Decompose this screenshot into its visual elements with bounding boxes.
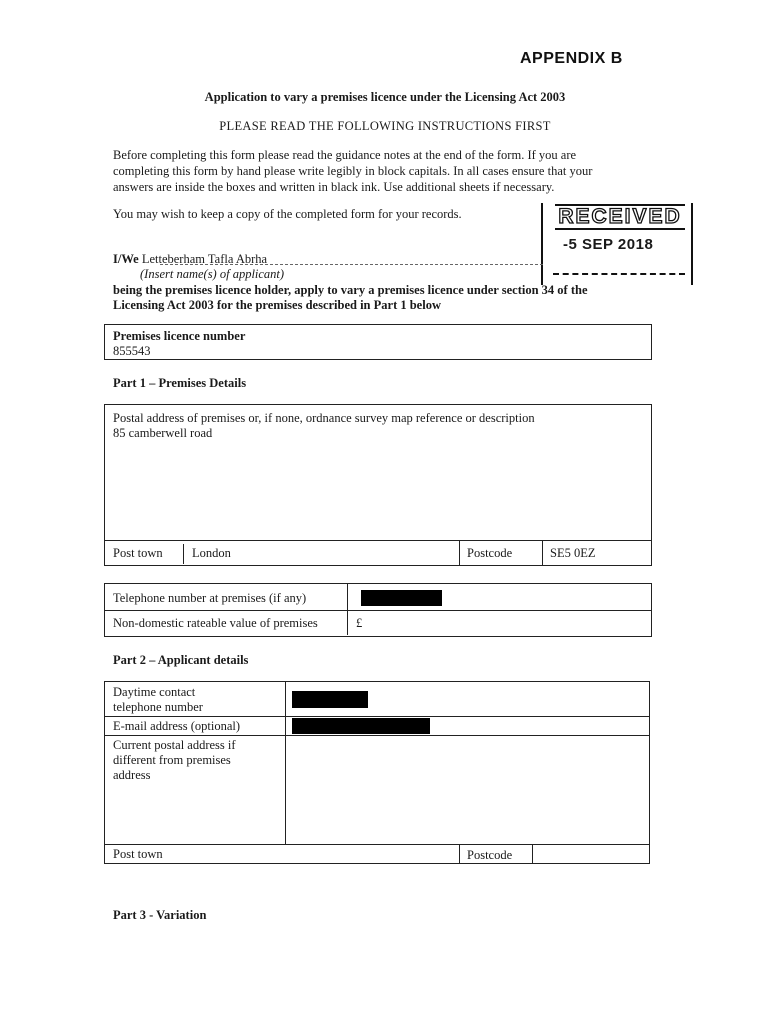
appendix-label: APPENDIX B (520, 50, 623, 67)
applicant-details-box (104, 681, 650, 864)
rateable-value[interactable]: £ (356, 616, 363, 630)
applicant-post-town-label: Post town (113, 847, 163, 861)
instructions-line: answers are inside the boxes and written in black ink. Use additional sheets if necessary. (113, 180, 555, 194)
applicant-hint: (Insert name(s) of applicant) (140, 267, 285, 281)
stamp-label: RECEIVED (555, 204, 685, 230)
licence-number-label: Premises licence number (113, 329, 246, 343)
stamp-date: -5 SEP 2018 (563, 236, 654, 253)
email-label: E-mail address (optional) (113, 719, 241, 733)
post-town-value[interactable]: London (192, 546, 231, 560)
applicant-postcode-right-divider (532, 844, 533, 863)
form-title: Application to vary a premises licence under the Licensing Act 2003 (204, 90, 566, 104)
part3-heading: Part 3 - Variation (113, 908, 207, 922)
statement-line: being the premises licence holder, apply to vary a premises licence under section 34 of the (113, 283, 588, 297)
stamp-divider (553, 273, 685, 275)
postcode-label: Postcode (467, 546, 513, 560)
instructions-line: Before completing this form please read the guidance notes at the end of the form. If you are (113, 148, 577, 162)
applicant-name[interactable]: Letteberham Tafla Abrha (141, 252, 268, 266)
applicant-row-divider (105, 735, 649, 736)
current-address-line: address (113, 768, 151, 782)
current-address-line: Current postal address if (113, 738, 236, 752)
current-address-label (113, 738, 236, 783)
instructions-text (113, 147, 643, 195)
received-stamp (541, 203, 693, 285)
post-town-label: Post town (113, 546, 163, 560)
current-address-line: different from premises (113, 753, 231, 767)
statement-line: Licensing Act 2003 for the premises described in Part 1 below (113, 298, 441, 312)
applicant-column-divider (285, 682, 286, 844)
redacted-email (292, 718, 430, 734)
premises-address-label: Postal address of premises or, if none, ordnance survey map reference or description (113, 411, 535, 425)
daytime-telephone-label (113, 685, 203, 715)
copy-note: You may wish to keep a copy of the completed form for your records. (113, 207, 462, 221)
post-town-divider (183, 544, 184, 564)
redacted-daytime-telephone (292, 691, 368, 708)
applicant-statement (113, 283, 653, 313)
licence-number-box (104, 324, 652, 360)
applicant-prefix: I/We (113, 252, 139, 266)
telephone-label: Telephone number at premises (if any) (113, 591, 307, 605)
premises-contact-row-divider (105, 610, 651, 611)
daytime-label-line: Daytime contact (113, 685, 196, 699)
licence-number-value[interactable]: 855543 (113, 344, 151, 358)
premises-address-value[interactable]: 85 camberwell road (113, 426, 213, 440)
postcode-left-divider (459, 540, 460, 565)
postcode-right-divider (542, 540, 543, 565)
applicant-name-underline (160, 264, 543, 265)
postcode-value[interactable]: SE5 0EZ (550, 546, 596, 560)
applicant-postcode-label: Postcode (467, 848, 513, 862)
part2-heading: Part 2 – Applicant details (113, 653, 249, 667)
rateable-value-label: Non-domestic rateable value of premises (113, 616, 318, 630)
part1-heading: Part 1 – Premises Details (113, 376, 247, 390)
instructions-heading: PLEASE READ THE FOLLOWING INSTRUCTIONS FIRST (219, 119, 551, 133)
applicant-row-divider (105, 716, 649, 717)
instructions-line: completing this form by hand please write legibly in block capitals. In all cases ensure that your (113, 164, 593, 178)
premises-address-box (104, 404, 652, 566)
address-divider (105, 540, 651, 541)
redacted-telephone (361, 590, 442, 606)
applicant-row-divider (105, 844, 649, 845)
applicant-postcode-left-divider (459, 844, 460, 863)
premises-contact-box (104, 583, 652, 637)
daytime-label-line: telephone number (113, 700, 203, 714)
